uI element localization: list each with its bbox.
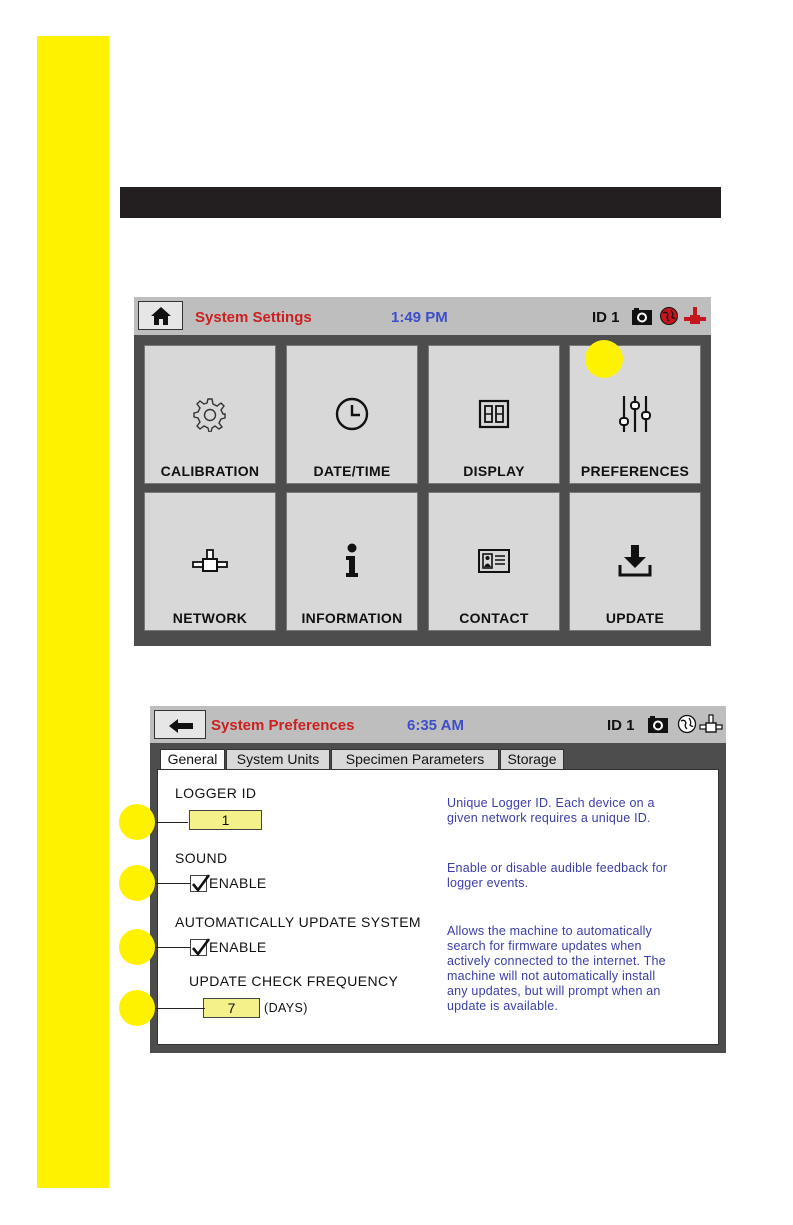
page-title: System Settings (195, 309, 312, 326)
tile-date-time[interactable] (286, 345, 418, 484)
auto-update-enable-checkbox[interactable] (190, 939, 207, 956)
callout-marker-auto-update (119, 929, 155, 965)
sliders-icon (617, 394, 653, 434)
callout-leader (155, 947, 190, 948)
auto-update-label: AUTOMATICALLY UPDATE SYSTEM (175, 914, 421, 930)
general-settings-panel (157, 769, 719, 1045)
globe-icon (677, 714, 697, 734)
callout-marker-sound (119, 865, 155, 901)
settings-top-bar (134, 297, 711, 335)
tile-label: DISPLAY (463, 463, 525, 479)
system-preferences-screen (150, 706, 726, 1053)
back-button[interactable] (154, 710, 206, 739)
tile-label: PREFERENCES (580, 463, 690, 479)
tile-label: UPDATE (605, 610, 665, 626)
camera-icon (631, 306, 653, 326)
logger-id-input[interactable]: 1 (189, 810, 262, 830)
tile-label: NETWORK (172, 610, 248, 626)
logger-id-help: Unique Logger ID. Each device on a given network requires a unique ID. (447, 796, 655, 825)
device-id-label: ID 1 (607, 717, 635, 734)
tile-network[interactable] (144, 492, 276, 631)
clock-icon (334, 396, 370, 432)
tile-display[interactable] (428, 345, 560, 484)
tile-label: CALIBRATION (160, 463, 260, 479)
tab-system-units[interactable]: System Units (226, 749, 330, 769)
callout-marker-logger-id (119, 804, 155, 840)
tile-information[interactable] (286, 492, 418, 631)
sound-help: Enable or disable audible feedback for logger events. (447, 861, 668, 890)
tile-label: DATE/TIME (313, 463, 391, 479)
callout-marker-preferences (585, 340, 623, 378)
tile-contact[interactable] (428, 492, 560, 631)
auto-update-enable-label: ENABLE (209, 939, 267, 955)
network-status-icon (683, 306, 707, 328)
callout-leader (155, 1008, 205, 1009)
system-settings-screen (134, 297, 711, 646)
section-header-bar (120, 187, 721, 218)
yellow-margin-bar (37, 36, 109, 1188)
network-status-icon (699, 714, 723, 736)
tab-storage[interactable]: Storage (500, 749, 564, 769)
sound-enable-label: ENABLE (209, 875, 267, 891)
device-id-label: ID 1 (592, 309, 620, 326)
clock-time: 1:49 PM (391, 309, 448, 326)
callout-marker-update-frequency (119, 990, 155, 1026)
home-button[interactable] (138, 301, 183, 330)
checkmark-icon (191, 873, 211, 893)
callout-leader (155, 883, 190, 884)
update-frequency-unit: (DAYS) (264, 1001, 308, 1015)
tile-calibration[interactable] (144, 345, 276, 484)
info-icon (342, 543, 362, 579)
back-arrow-icon (168, 718, 194, 734)
auto-update-help: Allows the machine to automatically search for firmware updates when actively connected to the internet. The machine will not automatically install any updates, but will prompt when an update is available. (447, 924, 666, 1013)
checkmark-icon (191, 937, 211, 957)
tab-general[interactable]: General (160, 749, 225, 770)
preferences-top-bar (150, 706, 726, 743)
globe-icon (659, 306, 679, 326)
tile-label: INFORMATION (301, 610, 403, 626)
gear-icon (192, 396, 228, 432)
camera-icon (647, 714, 669, 734)
clock-time: 6:35 AM (407, 717, 464, 734)
home-icon (150, 306, 172, 326)
update-frequency-input[interactable]: 7 (203, 998, 260, 1018)
tab-specimen-parameters[interactable]: Specimen Parameters (331, 749, 499, 769)
sound-enable-checkbox[interactable] (190, 875, 207, 892)
sound-label: SOUND (175, 850, 228, 866)
callout-leader (155, 822, 188, 823)
page-title: System Preferences (211, 717, 355, 734)
update-frequency-label: UPDATE CHECK FREQUENCY (189, 973, 399, 989)
tile-label: CONTACT (459, 610, 529, 626)
logger-id-label: LOGGER ID (175, 785, 257, 801)
display-icon (478, 399, 510, 429)
network-icon (191, 546, 229, 576)
tile-update[interactable] (569, 492, 701, 631)
download-icon (617, 543, 653, 579)
contact-card-icon (477, 548, 511, 574)
